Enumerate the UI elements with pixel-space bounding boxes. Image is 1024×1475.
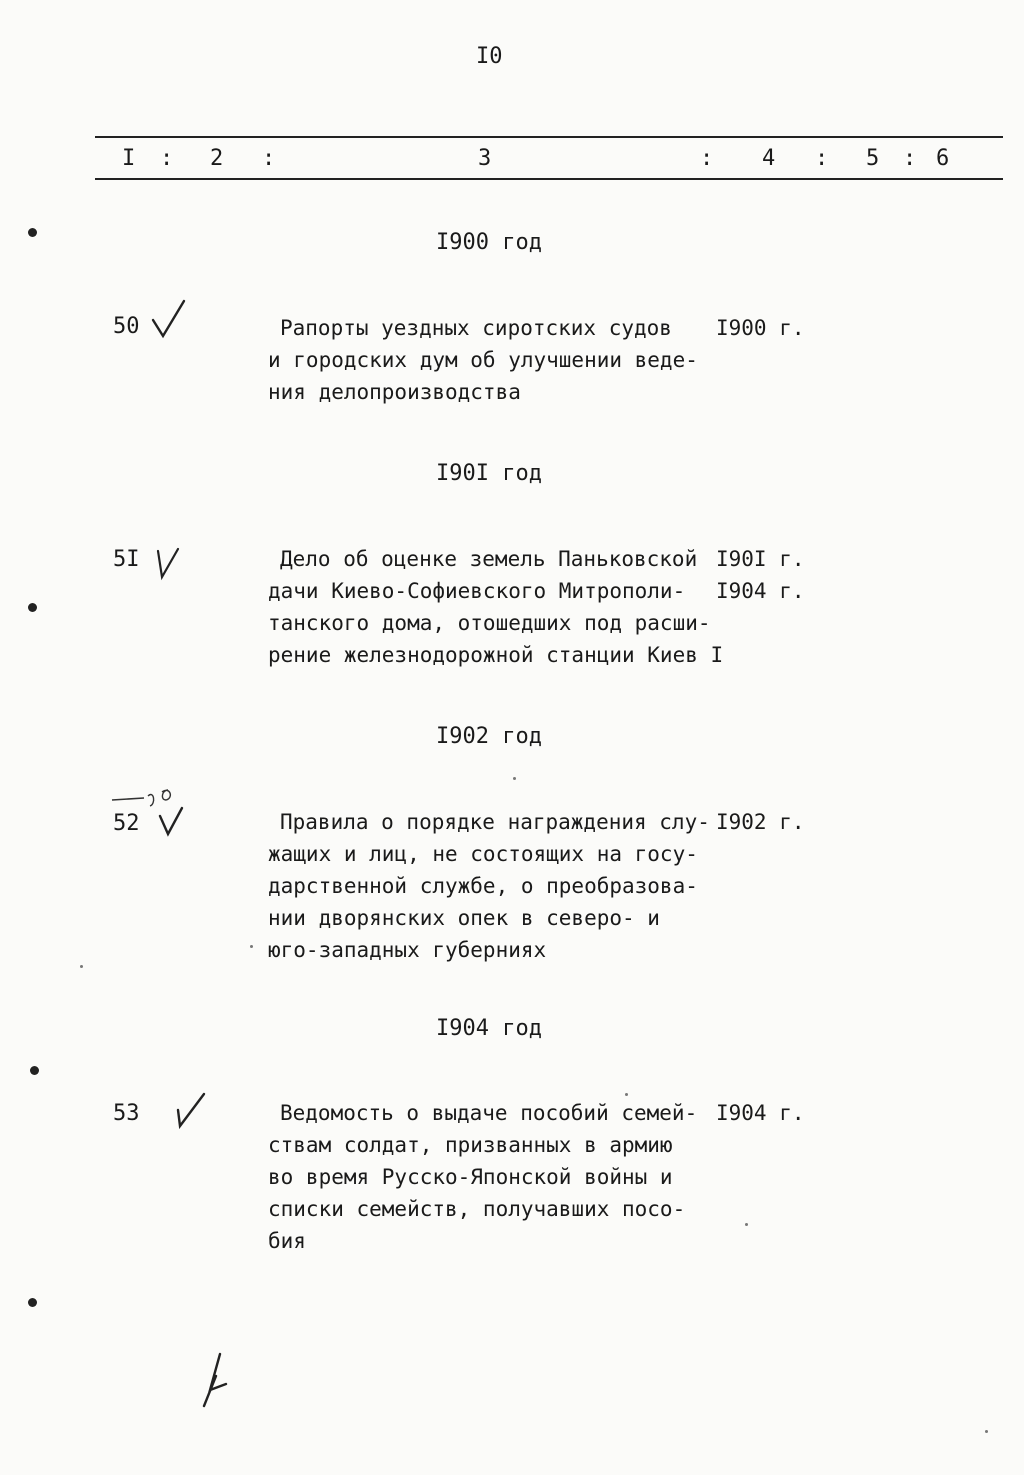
column-header-6: 6 xyxy=(936,146,950,171)
scan-speck xyxy=(80,965,83,968)
item-number: 5I xyxy=(113,547,140,572)
handwritten-annotation xyxy=(108,786,188,840)
column-header-4: 4 xyxy=(762,146,776,171)
scan-speck xyxy=(250,945,253,948)
year-heading: I902 год xyxy=(436,724,542,749)
handwritten-annotation xyxy=(196,1350,232,1410)
entry-description xyxy=(268,806,713,966)
column-separator: : xyxy=(700,146,714,171)
column-separator: : xyxy=(903,146,917,171)
hole-punch-dot xyxy=(28,228,37,237)
description-line: ния делопроизводства xyxy=(268,380,521,404)
date-value: I902 г. xyxy=(716,810,805,834)
year-heading: I900 год xyxy=(436,230,542,255)
item-number: 50 xyxy=(113,314,140,339)
header-rule-bottom xyxy=(95,178,1003,180)
header-rule-top xyxy=(95,136,1003,138)
date-value: I90I г. xyxy=(716,547,805,571)
column-header-5: 5 xyxy=(866,146,880,171)
column-header-1: I xyxy=(122,146,136,171)
scan-speck xyxy=(745,1223,748,1226)
entry-description xyxy=(268,543,724,671)
scan-speck xyxy=(513,777,516,780)
description-line: дарственной службе, о преобразова- xyxy=(268,874,698,898)
description-line: Дело об оценке земель Паньковской xyxy=(280,547,698,571)
column-separator: : xyxy=(262,146,276,171)
description-line: Ведомость о выдаче пособий семей- xyxy=(280,1101,698,1125)
description-line: рение железнодорожной станции Киев I xyxy=(268,643,724,667)
column-separator: : xyxy=(815,146,829,171)
description-line: юго-западных губерниях xyxy=(268,938,547,962)
entry-description xyxy=(268,1097,713,1257)
scan-speck xyxy=(985,1430,988,1433)
page-number: I0 xyxy=(476,44,503,69)
description-line: жащих и лиц, не состоящих на госу- xyxy=(268,842,698,866)
entry-dates xyxy=(716,543,805,607)
description-line: и городских дум об улучшении веде- xyxy=(268,348,698,372)
description-line: дачи Киево-Софиевского Митрополи- xyxy=(268,579,686,603)
description-line: нии дворянских опек в северо- и xyxy=(268,906,660,930)
checkmark-icon xyxy=(170,1090,210,1132)
description-line: списки семейств, получавших посо- xyxy=(268,1197,686,1221)
checkmark-icon xyxy=(150,298,188,340)
date-value: I904 г. xyxy=(716,1101,805,1125)
description-line: Рапорты уездных сиротских судов xyxy=(280,316,672,340)
description-line: танского дома, отошедших под расши- xyxy=(268,611,711,635)
description-line: во время Русско-Японской войны и xyxy=(268,1165,673,1189)
column-header-3: 3 xyxy=(478,146,492,171)
item-number: 53 xyxy=(113,1101,140,1126)
year-heading: I904 год xyxy=(436,1016,542,1041)
entry-description xyxy=(268,312,713,408)
date-value: I900 г. xyxy=(716,316,805,340)
date-value: I904 г. xyxy=(716,579,805,603)
scan-speck xyxy=(625,1093,628,1096)
item-number: 52 xyxy=(113,811,140,836)
description-line: Правила о порядке награждения слу- xyxy=(280,810,710,834)
column-header-2: 2 xyxy=(210,146,224,171)
entry-dates xyxy=(716,806,805,838)
hole-punch-dot xyxy=(30,1066,39,1075)
checkmark-icon xyxy=(152,545,182,585)
description-line: ствам солдат, призванных в армию xyxy=(268,1133,673,1157)
hole-punch-dot xyxy=(28,603,37,612)
entry-dates xyxy=(716,312,805,344)
entry-dates xyxy=(716,1097,805,1129)
column-separator: : xyxy=(160,146,174,171)
year-heading: I90I год xyxy=(436,461,542,486)
hole-punch-dot xyxy=(28,1298,37,1307)
description-line: бия xyxy=(268,1229,306,1253)
